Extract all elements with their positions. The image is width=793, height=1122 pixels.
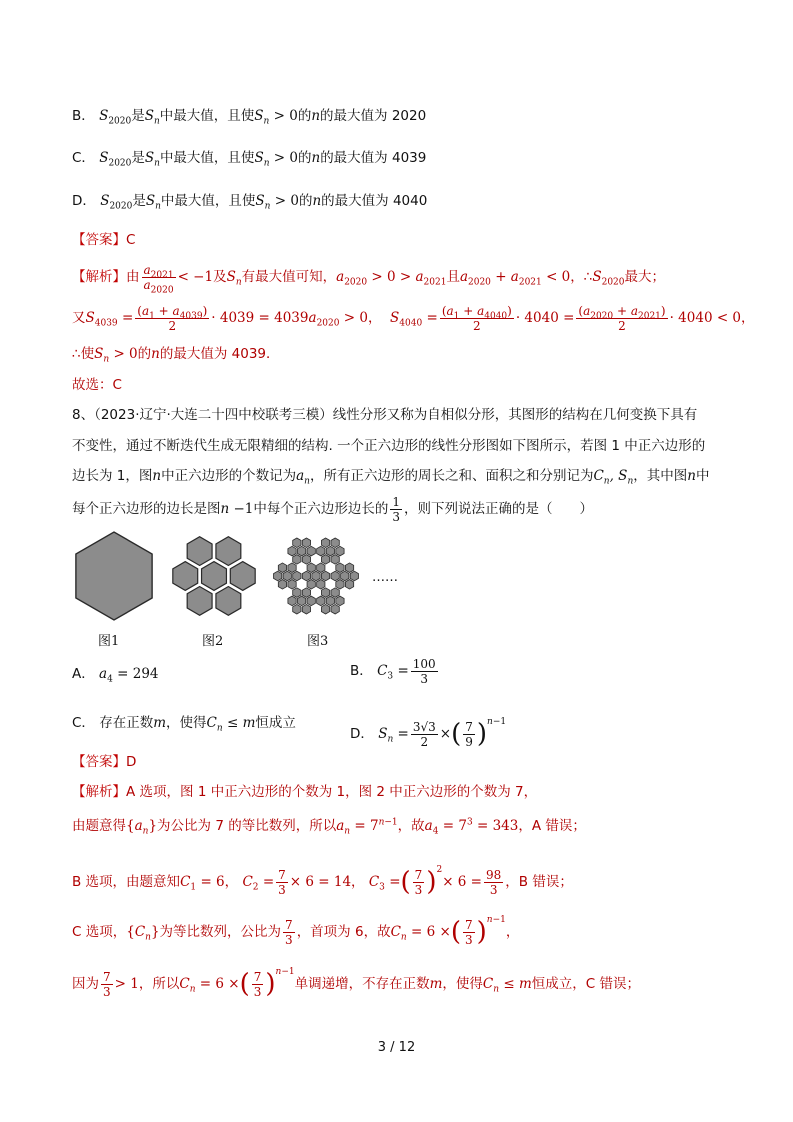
figure-ellipsis: …… [372,570,398,585]
q8-option-a [72,664,159,684]
math: $S_n > 0$ [94,346,138,365]
analysis-1-line-2: 又$S_{4039}$ = $\frac{(a_1 + a_{4039})}{2}$ · $4039 = 4039a_{2020} > 0$， $S_{4040}$ = $\frac{(a_1 + a_{4040})}{2}$ · 4040 = $\frac{(a_{2020} + a_{2021})}{2}$ · 4040 < 0， [72,303,755,333]
hexagon [317,563,325,573]
hexagon [288,546,296,556]
fraction: $\frac{(a_1 + a_{4040})}{2}$ [441,303,512,333]
caption-fig-3: 图3 [307,634,329,649]
text: 因为 [72,976,99,992]
hexagon [274,571,282,581]
hexagon [350,571,358,581]
math: > 1 [114,976,139,992]
hexagon [302,588,310,598]
math: $C_n = 6$ × [390,924,451,943]
math: $a_n$ [296,468,310,487]
text: 最大； [624,269,666,285]
math: n [687,468,696,484]
math: · 4040 < 0 [669,310,742,326]
hexagon [345,580,353,590]
hexagon [187,587,212,616]
hexagon [331,538,339,548]
math: × [439,726,452,742]
option-d-prev [72,191,427,211]
math: < −1 [177,269,214,285]
fraction: $\frac{7}{3}$ [414,867,423,897]
hexagon [293,588,301,598]
text: ． [266,346,280,362]
hexagon [312,571,320,581]
math: $S_{2020}$ [592,269,625,288]
hexagon [317,580,325,590]
math: $S_{2020}$ [99,150,132,169]
fraction: $\frac{7}{3}$ [103,969,111,999]
select-text: 故选：C [72,377,122,393]
select-line-1 [72,375,122,395]
hexagon [278,580,286,590]
hexagon [317,546,325,556]
text: 存在正数 [99,715,154,731]
math: $S_n$ [145,193,161,212]
math: $C_n \le m$ [206,715,256,734]
math: n [152,468,162,484]
fraction: $\frac{1}{3}$ [392,494,401,524]
text: ，使得 [166,715,207,731]
math: $a_{2020} > 0 > a_{2021}$ [336,269,447,288]
text: ，则下列说法正确的是（ ） [404,501,594,517]
text: 且 [446,269,460,285]
text: ，故 [397,818,425,834]
hexagon [331,588,339,598]
math: $C_n \le m$ [482,976,532,995]
math: $S_n > 0$ [254,150,298,169]
figure-2-hexagons [173,537,255,616]
text: 是 [132,193,146,209]
math: × 6 = [442,874,482,890]
hexagon [336,596,344,606]
hexagon [278,563,286,573]
hexagon [321,588,329,598]
option-label: B． [350,663,373,679]
hexagon [302,555,310,565]
hexagon [288,596,296,606]
math: $a_{2020} + a_{2021} < 0$ [459,269,571,288]
answer-tag: 【答案】 [72,232,126,248]
math: · 4040 = [515,310,575,326]
text: 有最大值可知， [241,269,337,285]
hexagon [302,538,310,548]
page-counter: 3 / 12 [377,1040,416,1055]
text: 中最大值，且使 [159,150,255,166]
hexagon [345,563,353,573]
math: $C_3$ = [377,663,409,682]
math: $C_n$, $S_n$ [593,468,634,487]
hexagon [173,562,198,591]
option-c-prev [72,148,426,168]
text: 8、（2023·辽宁·大连二十四中校联考三模）线性分形又称为自相似分形，其图形的结构在几何变换下具有 [72,407,698,423]
text: ， [505,924,520,940]
text: 的 [298,193,313,209]
option-label: D． [350,726,374,742]
hexagon [230,562,255,591]
math: n [311,108,321,124]
hexagon [331,604,339,614]
option-label: A． [72,666,95,682]
math: $S_{2020}$ [100,193,133,212]
hexagon [293,604,301,614]
q8-line-4 [72,494,593,524]
math: $a_4 = 294$ [99,666,159,685]
hexagon [307,563,315,573]
hexagon-fractal-figure [70,528,410,624]
hexagon [336,546,344,556]
hexagon [297,596,305,606]
caption-fig-1: 图1 [98,634,120,649]
hexagon [326,596,334,606]
analysis-2-line-2 [72,816,586,836]
text: ，B 错误； [505,874,573,890]
math: $S_n$ = [378,726,409,745]
exponent: 2 [436,865,443,875]
q8-line-2 [72,436,705,456]
hexagon [216,537,241,566]
fraction: $\frac{7}{3}$ [278,867,286,897]
answer-value: C [126,232,136,248]
fraction: $\frac{(a_1 + a_{4039})}{2}$ [137,303,208,333]
paren: ( [239,969,250,999]
fraction: $\frac{7}{3}$ [253,969,262,999]
math: n [151,346,160,362]
hexagon [288,580,296,590]
text: 由 [126,269,140,285]
analysis-2-line-5 [72,954,640,1002]
math: $S_{4040}$ = [390,310,438,329]
math: × 6 = 14 [289,874,352,890]
hexagon [331,555,339,565]
fraction: $\frac{(a_{2020} + a_{2021})}{2}$ [578,303,666,333]
text: 不变性，通过不断迭代生成无限精细的结构. 一个正六边形的线性分形图如下图所示，若图 1 中正六边形的 [72,438,706,454]
text: 的最大值为 [159,346,228,362]
exponent: n−1 [487,717,507,727]
math: $S_{2020}$ [99,108,132,127]
text: 恒成立，C 错误； [531,976,640,992]
value: 4039 [231,346,266,362]
hexagon [326,546,334,556]
text: 恒成立 [255,715,296,731]
hexagon [307,596,315,606]
fraction: $\frac{7}{3}$ [464,917,473,947]
text: 中最大值，且使 [159,108,255,124]
text: 的 [297,150,312,166]
hexagon [317,596,325,606]
analysis-2-line-1 [72,782,537,802]
q8-option-d [350,702,506,754]
hexagon [293,555,301,565]
answer-2 [72,752,136,772]
text: 的最大值为 [320,108,388,124]
paren: ) [476,917,487,947]
math: m [429,976,443,992]
hexagon [307,546,315,556]
math: $C_2$ = [242,874,275,893]
math: $S_n$ [144,108,160,127]
hexagon [321,538,329,548]
value: 2020 [391,108,427,124]
math: $S_n$ [226,269,242,288]
hexagon [202,562,227,591]
exponent: n−1 [486,915,506,925]
math: $a_4 = 7^3 = 343$ [424,817,519,837]
text: ∴使 [72,346,95,362]
figure-3-hexagons [274,538,359,614]
hexagon [336,580,344,590]
paren: ( [400,867,411,897]
value: 4039 [391,150,427,166]
hexagon [336,563,344,573]
fraction: $\frac{98}{3}$ [486,867,502,897]
answer-tag: 【答案】 [72,754,126,770]
math: n [311,150,321,166]
exponent: n−1 [275,967,295,977]
q8-line-1 [72,405,697,425]
analysis-1-line-1 [72,262,666,295]
option-label: C． [72,150,95,166]
text: ，所有正六边形的周长之和、面积之和分别记为 [309,468,594,484]
fraction: $\frac{7}{3}$ [285,917,293,947]
text: 的 [137,346,152,362]
text: 由题意得 [72,818,126,834]
option-label: B． [72,108,95,124]
hexagon [321,571,329,581]
hexagon [321,604,329,614]
value: 4040 [392,193,428,209]
text: 为公比为 7 的等比数列，所以 [157,818,337,834]
text: ，∴ [570,269,593,285]
text: ，所以 [138,976,180,992]
analysis-2-line-4 [72,902,519,950]
math: n [312,193,322,209]
q8-option-b [350,656,440,686]
figure-1-hexagon [76,532,152,620]
text: 单调递增，不存在正数 [294,976,430,992]
math: $a_n = 7^{n-1}$ [336,817,398,837]
hexagon [302,571,310,581]
text: 中 [695,468,710,484]
hexagon [307,580,315,590]
fraction: $\frac{100}{3}$ [412,656,436,686]
text: ，使得 [442,976,483,992]
text: 的最大值为 [321,193,389,209]
analysis-tag: 【解析】 [72,269,126,285]
text: 中最大值，且使 [160,193,256,209]
paren: ( [451,719,462,749]
option-label: C． [72,715,95,731]
hexagon [187,537,212,566]
hexagon [216,587,241,616]
analysis-2-line-3: B 选项，由题意知$C_1 = 6$， $C_2$ = $\frac{7}{3}$ × 6 = 14， $C_3$ =( $\frac{7}{3}$ )$^2$× 6 = $\frac{98}{3}$ ，B 错误； [72,865,573,897]
math: $C_3$ = [368,874,401,893]
analysis-1-line-3 [72,344,280,364]
option-label: D． [72,193,96,209]
answer-value: D [126,754,137,770]
answer-1 [72,230,135,250]
hexagon [297,546,305,556]
hexagon [293,538,301,548]
paren: ) [476,719,488,749]
text: A 选项，图 1 中正六边形的个数为 1，图 2 中正六边形的个数为 7， [126,784,538,800]
hexagon [293,571,301,581]
text: C 选项， [72,924,127,940]
caption-fig-2: 图2 [202,634,224,649]
text: 的最大值为 [320,150,388,166]
math: $S_n$ [144,150,160,169]
hexagon [321,555,329,565]
hexagon [283,571,291,581]
math: $S_n > 0$ [254,108,298,127]
math: $\{a_n\}$ [126,818,158,837]
text: 每个正六边形的边长是图 [72,501,221,517]
text: ，首项为 6，故 [296,924,391,940]
hexagon [341,571,349,581]
hexagon [302,604,310,614]
text: 是 [131,150,145,166]
text: 中正六边形的个数记为 [161,468,297,484]
paren: ) [426,867,437,897]
q8-line-3 [72,466,709,486]
fraction: $\frac{a_{2021}}{a_{2020}}$ [143,262,174,295]
option-b-prev [72,106,426,126]
math: $S_n > 0$ [255,193,299,212]
math: m [153,715,167,731]
text: 的 [297,108,312,124]
paren: ( [450,917,461,947]
math: n −1 [220,501,254,517]
text: B 选项，由题意知 [72,874,181,890]
text: ，A 错误； [518,818,586,834]
math: $\{C_n\}$ [126,924,160,943]
text: 及 [213,269,227,285]
analysis-tag: 【解析】 [72,784,126,800]
text: 边长为 1，图 [72,468,153,484]
hexagon [76,532,152,620]
math: $S_{4039}$ = [85,310,134,329]
fraction: $\frac{3√3}{2}$ [412,719,436,749]
fraction: $\frac{7}{9}$ [465,719,473,749]
text: ，其中图 [633,468,688,484]
math: · $4039 = 4039a_{2020} > 0$ [211,310,368,329]
math: $C_1 = 6$ [180,874,225,893]
hexagon [288,563,296,573]
text: 为等比数列，公比为 [159,924,282,940]
paren: ) [265,969,276,999]
hexagon [331,571,339,581]
text: 又 [72,310,86,326]
text: 中每个正六边形边长的 [253,501,389,517]
math: $C_n = 6$ × [179,976,240,995]
q8-option-c [72,713,296,733]
text: 是 [131,108,145,124]
